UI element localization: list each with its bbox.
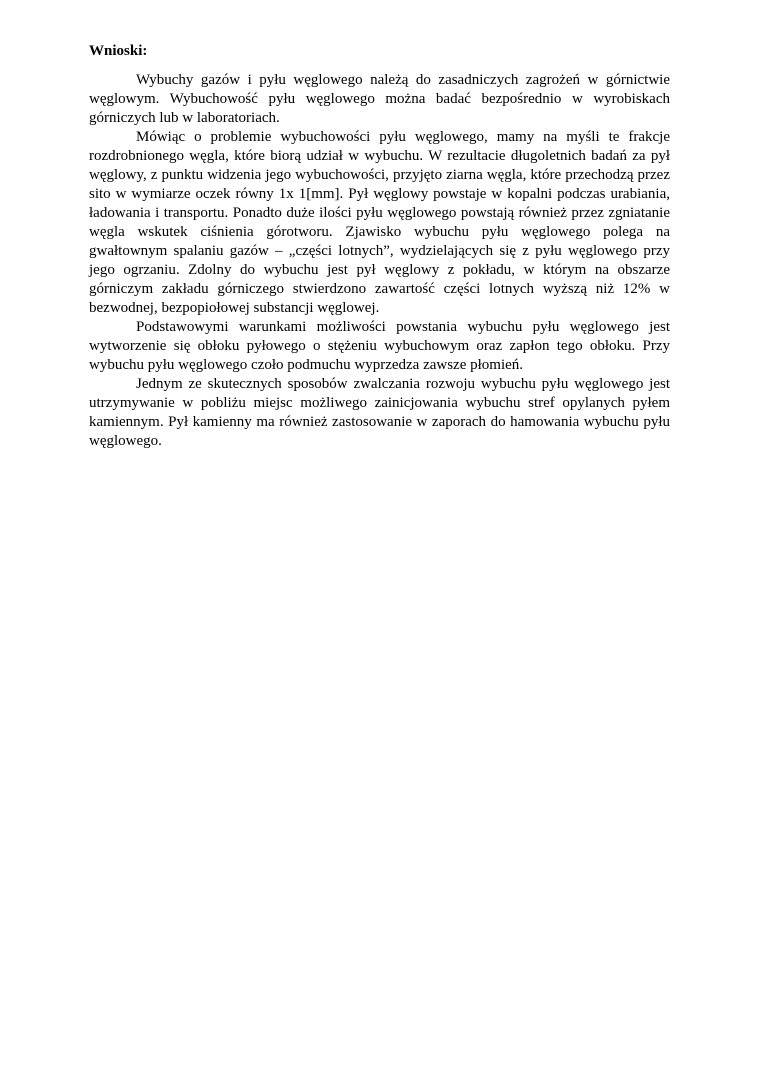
paragraph-coal-dust-explosivity: Mówiąc o problemie wybuchowości pyłu węglowego, mamy na myśli te frakcje rozdrobnionego węgla, które biorą udział w wybuchu. W rezultacie długoletnich badań za pył węglowy, z punktu widzenia jego wybuchowości, przyjęto ziarna węgla, które przechodzą przez sito w wymiarze oczek równy 1x 1[mm]. Pył węglowy powstaje w kopalni podczas urabiania, ładowania i transportu. Ponadto duże ilości pyłu węglowego powstają również przez zgniatanie węgla wskutek ciśnienia górotworu. Zjawisko wybuchu pyłu węglowego polega na gwałtownym spalaniu gazów – „części lotnych”, wydzielających się z pyłu węglowego przy jego ogrzaniu. Zdolny do wybuchu jest pył węglowy z pokładu, w którym na obszarze górniczym zakładu górniczego stwierdzono zawartość części lotnych wyższą niż 12% w bezwodnej, bezpopiołowej substancji węglowej.	[89, 129, 670, 316]
paragraph-gas-dust-hazards: Wybuchy gazów i pyłu węglowego należą do zasadniczych zagrożeń w górnictwie węglowym. Wybuchowość pyłu węglowego można badać bezpośrednio w wyrobiskach górniczych lub w laboratoriach.	[89, 72, 670, 126]
paragraph-explosion-conditions: Podstawowymi warunkami możliwości powstania wybuchu pyłu węglowego jest wytworzenie się obłoku pyłowego o stężeniu wybuchowym oraz zapłon tego obłoku. Przy wybuchu pyłu węglowego czoło podmuchu wyprzedza zawsze płomień.	[89, 319, 670, 373]
paragraph-stone-dust-prevention: Jednym ze skutecznych sposobów zwalczania rozwoju wybuchu pyłu węglowego jest utrzymywanie w pobliżu miejsc możliwego zainicjowania wybuchu stref opylanych pyłem kamiennym. Pył kamienny ma również zastosowanie w zaporach do hamowania wybuchu pyłu węglowego.	[89, 376, 670, 449]
document-body	[89, 42, 670, 451]
section-heading: Wnioski:	[89, 43, 148, 59]
